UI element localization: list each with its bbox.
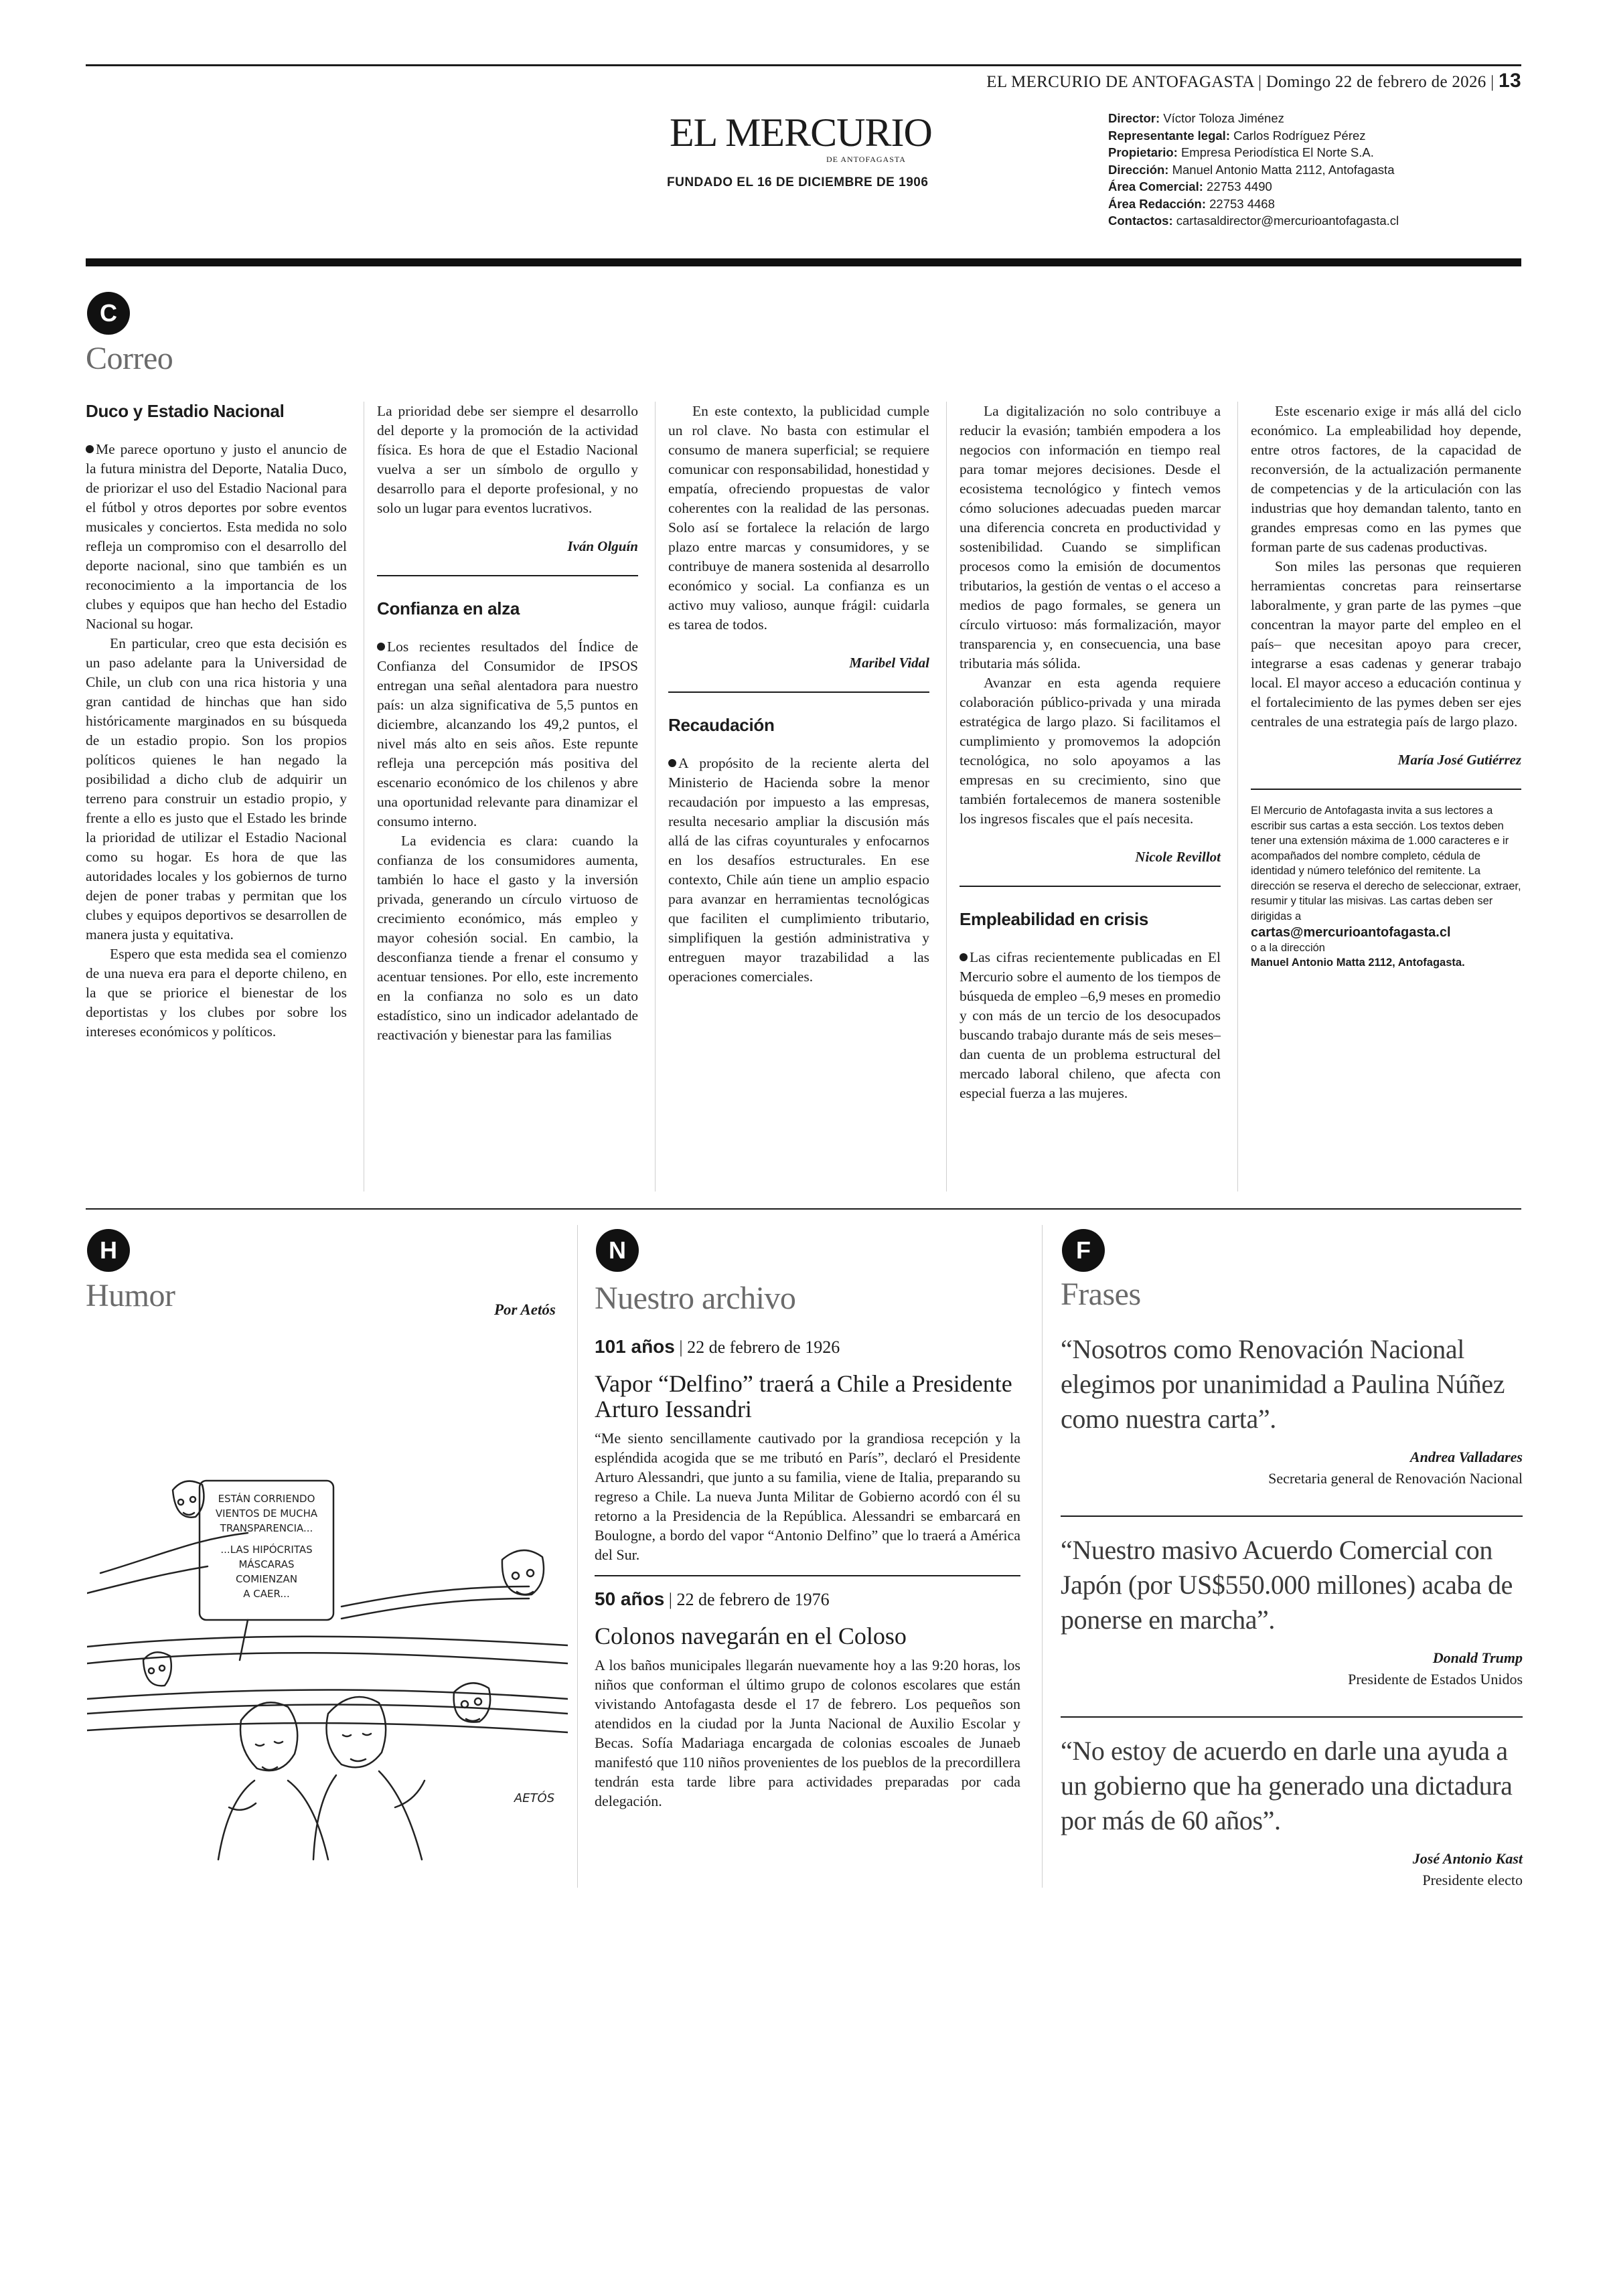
archive-text: “Me siento sencillamente cautivado por la grandiosa recepción y la espléndida acogida que se me tributó en París”, declaró el Presidente Arturo Alessandri, que junto a su familia, viene de Italia, preparando su regreso a Chile. La nueva Junta Militar de Gobierno acordó con él su retorno a la Presidencia de la República. Alessandri se embarcará en Boulogne, a bordo del vapor “Antonio Delfino” que lo traerá a América del Sur. bbox=[595, 1430, 1020, 1563]
contact-email[interactable]: cartasaldirector@mercurioantofagasta.cl bbox=[1176, 214, 1399, 228]
letter-separator bbox=[668, 691, 929, 693]
balloon-line: ESTÁN CORRIENDO bbox=[218, 1493, 315, 1505]
quote-text: “No estoy de acuerdo en darle una ayuda a un gobierno que ha generado una dictadura por más de 60 años”. bbox=[1061, 1736, 1513, 1835]
balloon-line: COMIENZAN bbox=[235, 1573, 298, 1585]
quote-block bbox=[1061, 1533, 1523, 1688]
archive-separator bbox=[595, 1575, 1020, 1576]
letter-paragraph: Son miles las personas que requieren herramientas concretas para reinsertarse laboralmente, y gran parte de las pymes –que concentran la mayor parte del empleo en el país– que necesitan apoyo para crecer, integrarse a esas cadenas y generar trabajo local. El mayor acceso a educación continua y el fortalecimiento de las pymes deben ser ejes centrales de una estrategia país de largo plazo. bbox=[1251, 558, 1521, 730]
correo-badge: C bbox=[87, 292, 130, 335]
credit-line: Director: Víctor Toloza Jiménez bbox=[1108, 111, 1284, 125]
archive-date: 22 de febrero de 1926 bbox=[687, 1337, 840, 1357]
letter-signature: Nicole Revillot bbox=[1135, 849, 1221, 865]
letter-signature: Maribel Vidal bbox=[849, 655, 929, 671]
masthead-subtitle: DE ANTOFAGASTA bbox=[826, 155, 906, 164]
correo-column-3 bbox=[668, 402, 929, 987]
folio-date: Domingo 22 de febrero de 2026 bbox=[1266, 73, 1486, 91]
page-number: 13 bbox=[1499, 70, 1521, 92]
letter-paragraph: Espero que esta medida sea el comienzo de una nueva era para el deporte chileno, en la que se priorice el bienestar de los deportistas y los clubes por sobre los intereses económicos y políticos. bbox=[86, 946, 347, 1040]
quote-block bbox=[1061, 1332, 1523, 1487]
archive-text: A los baños municipales llegarán nuevamente hoy a las 9:20 horas, los niños que conforman el último grupo de colonos escolares que están vivistando Antofagasta desde el 17 de febrero. Los pequeños son atendidos en la ciudad por la Junta Nacional de Auxilio Escolar y Becas. Sofía Madariaga encargada de colonias escoales de Junaeb manifestó que 110 niños provenientes de los pueblos de la precordillera tendrán esta tarde libre para actividades preparadas por cada delegación. bbox=[595, 1657, 1020, 1809]
cartoonist-signature: AETÓS bbox=[514, 1791, 555, 1805]
letter-paragraph: Las cifras recientemente publicadas en El Mercurio sobre el aumento de los tiempos de búsqueda de empleo –6,9 meses en promedio y con más de un tercio de los desocupados buscando trabajo durante más de seis meses– dan cuenta de un problema estructural del mercado laboral chileno, que afecta con especial fuerza a las mujeres. bbox=[960, 948, 1221, 1103]
letter-headline: Recaudación bbox=[668, 715, 775, 735]
letter-paragraph: En este contexto, la publicidad cumple un rol clave. No basta con estimular el consumo de manera superficial; se requiere comunicar con responsabilidad, honestidad y empatía, ofreciendo propuestas de valor coherentes con la realidad de las personas. Solo así se fortalece la relación de largo plazo entre marcas y consumidores, y se contribuye de manera sostenida al desarrollo económico y social. La confianza es un activo muy valioso, aunque frágil: cuidarla es tarea de todos. bbox=[668, 403, 929, 633]
letter-headline: Confianza en alza bbox=[377, 598, 520, 619]
quote-separator bbox=[1061, 1515, 1523, 1517]
quote-role: Secretaria general de Renovación Nacional bbox=[1268, 1470, 1523, 1487]
column-divider bbox=[1237, 402, 1238, 1192]
archive-dateline: 101 años | 22 de febrero de 1926 bbox=[595, 1336, 840, 1357]
letter-separator bbox=[377, 575, 638, 576]
letter-signature: Iván Olguín bbox=[567, 538, 638, 554]
credit-line: Contactos: cartasaldirector@mercurioantofagasta.cl bbox=[1108, 214, 1399, 228]
header-divider bbox=[86, 258, 1521, 266]
quote-author: Donald Trump bbox=[1432, 1649, 1523, 1666]
credit-line: Propietario: Empresa Periodística El Norte S.A. bbox=[1108, 145, 1374, 159]
archive-headline: Colonos navegarán en el Coloso bbox=[595, 1623, 907, 1649]
column-divider bbox=[577, 1225, 578, 1888]
letter-paragraph: En particular, creo que esta decisión es un paso adelante para la Universidad de Chile, un club con una rica historia y una gran cantidad de hinchas que han sido históricamente marginados en su búsqueda de un estadio propio. Son los propios políticos quienes le han negado la posibilidad a dicho club de adquirir un terreno para construir un estadio propio, y frente a ello es justo que el Estado les brinde la prioridad de utilizar el Estadio Nacional como su hogar. Es hora de que las autoridades locales y los gobiernos de turno dejen de poner trabas y permitan que los clubes y equipos deportivos se desarrollen de manera justa y equitativa. bbox=[86, 635, 347, 942]
letter-paragraph: La digitalización no solo contribuye a reducir la evasión; también empodera a los negocios con información en tiempo real para tomar mejores decisiones. Desde el ecosistema tecnológico y fintech vemos cómo soluciones adecuadas pueden marcar una diferencia concreta en productividad y sostenibilidad. Cuando se simplifican procesos como la emisión de documentos tributarios, la gestión de ventas o el acceso a medios de pago formales, se genera un círculo virtuoso: más formalización, mayor transparencia y, en consecuencia, una base tributaria más sólida. bbox=[960, 403, 1221, 671]
letter-headline: Empleabilidad en crisis bbox=[960, 909, 1149, 929]
letter-paragraph: Avanzar en esta agenda requiere colaboración público-privada y una mirada estratégica de largo plazo. Si facilitamos el cumplimiento y promovemos la adopción tecnológica, no solo apoyamos a las empresas en su crecimiento, sino que también fortalecemos de manera sostenible los ingresos fiscales que el país necesita. bbox=[960, 675, 1221, 827]
founded-line: FUNDADO EL 16 DE DICIEMBRE DE 1906 bbox=[667, 175, 929, 189]
letter-paragraph: Me parece oportuno y justo el anuncio de la futura ministra del Deporte, Natalia Duco, de priorizar el uso del Estadio Nacional para el fútbol y otros deportes por sobre eventos musicales y conciertos. Esta medida no solo refleja un compromiso con el desarrollo del deporte nacional, sino que también es un reconocimiento a la importancia de los clubes y equipos que han hecho del Estadio Nacional su hogar. bbox=[86, 440, 347, 634]
letter-paragraph: Este escenario exige ir más allá del ciclo económico. La empleabilidad hoy depende, entre otros factores, de la capacidad de reconversión, de la actualización permanente de competencias y de la articulación con las industrias que hoy demandan talento, tanto en grandes empresas como en las pymes que forman parte de sus cadenas productivas. bbox=[1251, 403, 1521, 555]
column-divider bbox=[1042, 1225, 1043, 1888]
credit-line: Área Comercial: 22753 4490 bbox=[1108, 179, 1272, 193]
letter-paragraph: Los recientes resultados del Índice de Confianza del Consumidor de IPSOS entregan una señal alentadora para nuestro país: un alza significativa de 5,5 puntos en diciembre, alcanzando los 49,2 puntos, el nivel más alto en seis años. Este repunte refleja una percepción más positiva del escenario económico de los chilenos y abre una oportunidad relevante para dinamizar el consumo interno. bbox=[377, 637, 638, 831]
balloon-line: ...LAS HIPÓCRITAS bbox=[220, 1544, 313, 1556]
masthead-logo: EL MERCURIO bbox=[670, 110, 932, 155]
humor-badge: H bbox=[87, 1229, 130, 1272]
letter-paragraph: La evidencia es clara: cuando la confianza de los consumidores aumenta, también lo hace el gasto y la inversión privada, generando un círculo virtuoso de crecimiento económico, más empleo y mayor cohesión social. En cambio, la desconfianza tiende a frenar el consumo y acentuar tensiones. Por ello, este incremento en la confianza no solo es un dato estadístico, sino un indicador adelantado de reactivación y bienestar para las familias bbox=[377, 833, 638, 1043]
folio-paper: EL MERCURIO DE ANTOFAGASTA bbox=[986, 73, 1254, 91]
policy-or: o a la dirección bbox=[1251, 941, 1325, 954]
quote-text: “Nuestro masivo Acuerdo Comercial con Japón (por US$550.000 millones) acaba de ponerse en marcha”. bbox=[1061, 1535, 1513, 1635]
archive-dateline: 50 años | 22 de febrero de 1976 bbox=[595, 1588, 830, 1609]
quote-role: Presidente electo bbox=[1422, 1872, 1523, 1888]
balloon-line: VIENTOS DE MUCHA bbox=[215, 1507, 318, 1520]
letters-policy-note bbox=[1251, 803, 1521, 971]
correo-column-5 bbox=[1251, 402, 1521, 971]
letter-separator bbox=[960, 886, 1221, 887]
archive-date: 22 de febrero de 1976 bbox=[676, 1590, 830, 1609]
archive-years: 101 años bbox=[595, 1336, 675, 1357]
archivo-badge: N bbox=[596, 1229, 639, 1272]
letter-separator bbox=[1251, 789, 1521, 790]
credit-line: Área Redacción: 22753 4468 bbox=[1108, 196, 1275, 211]
quote-author: José Antonio Kast bbox=[1412, 1850, 1523, 1867]
correo-column-1 bbox=[86, 402, 347, 1042]
letters-email-link[interactable]: cartas@mercurioantofagasta.cl bbox=[1251, 925, 1451, 940]
archive-headline: Vapor “Delfino” traerá a Chile a Presidente Arturo Iessandri bbox=[595, 1370, 1012, 1422]
section-divider bbox=[86, 1208, 1521, 1210]
column-divider bbox=[946, 402, 947, 1192]
quote-block bbox=[1061, 1734, 1523, 1889]
humor-cartoon bbox=[87, 1432, 568, 1861]
correo-column-2 bbox=[377, 402, 638, 1045]
correo-column-4 bbox=[960, 402, 1221, 1103]
humor-byline: Por Aetós bbox=[494, 1301, 556, 1318]
credit-line: Dirección: Manuel Antonio Matta 2112, Antofagasta bbox=[1108, 162, 1395, 177]
credit-line: Representante legal: Carlos Rodríguez Pérez bbox=[1108, 128, 1366, 143]
quote-role: Presidente de Estados Unidos bbox=[1348, 1671, 1523, 1688]
folio-line: EL MERCURIO DE ANTOFAGASTA | Domingo 22 de febrero de 2026 | 13 bbox=[986, 70, 1521, 92]
quote-text: “Nosotros como Renovación Nacional elegimos por unanimidad a Paulina Núñez como nuestra carta”. bbox=[1061, 1334, 1505, 1434]
archive-years: 50 años bbox=[595, 1588, 665, 1609]
letter-paragraph: A propósito de la reciente alerta del Ministerio de Hacienda sobre la menor recaudación por impuesto a las empresas, resulta necesario ampliar la discusión más allá de las cifras coyunturales y enfocarnos en los desafíos estructurales. En ese contexto, Chile aún tiene un amplio espacio para avanzar en herramientas tecnológicas que faciliten el cumplimiento tributario, simplifiquen la gestión administrativa y entreguen mayor trazabilidad a las operaciones comerciales. bbox=[668, 754, 929, 987]
frases-badge: F bbox=[1062, 1229, 1105, 1272]
balloon-line: A CAER... bbox=[243, 1588, 290, 1600]
section-title-frases: Frases bbox=[1061, 1277, 1141, 1312]
section-title-humor: Humor bbox=[86, 1278, 175, 1313]
balloon-line: MÁSCARAS bbox=[238, 1558, 295, 1570]
quote-separator bbox=[1061, 1716, 1523, 1718]
letter-paragraph: La prioridad debe ser siempre el desarrollo del deporte y la promoción de la actividad física. Es hora de que el Estadio Nacional vuelva a ser un símbolo de orgullo y desarrollo para el deporte profesional, y no solo un lugar para eventos lucrativos. bbox=[377, 403, 638, 516]
letter-signature: María José Gutiérrez bbox=[1397, 752, 1521, 768]
column-divider bbox=[655, 402, 656, 1192]
section-title-correo: Correo bbox=[86, 341, 173, 376]
quote-author: Andrea Valladares bbox=[1409, 1449, 1523, 1465]
archive-item bbox=[595, 1336, 1020, 1811]
letters-address: Manuel Antonio Matta 2112, Antofagasta. bbox=[1251, 957, 1465, 969]
section-title-archivo: Nuestro archivo bbox=[595, 1281, 796, 1316]
letter-headline: Duco y Estadio Nacional bbox=[86, 401, 285, 421]
staff-credits bbox=[1108, 110, 1399, 230]
policy-text: El Mercurio de Antofagasta invita a sus lectores a escribir sus cartas a esta sección. Los textos deben tener una extensión máxima de 1.000 caracteres e ir acompañados del nombre completo, cédula de identidad y número telefónico del remitente. La dirección se reserva el derecho de seleccionar, extraer, resumir y titular las misivas. Las cartas deben ser dirigidas a bbox=[1251, 805, 1521, 922]
balloon-line: TRANSPARENCIA... bbox=[220, 1522, 313, 1534]
top-rule bbox=[86, 64, 1521, 66]
